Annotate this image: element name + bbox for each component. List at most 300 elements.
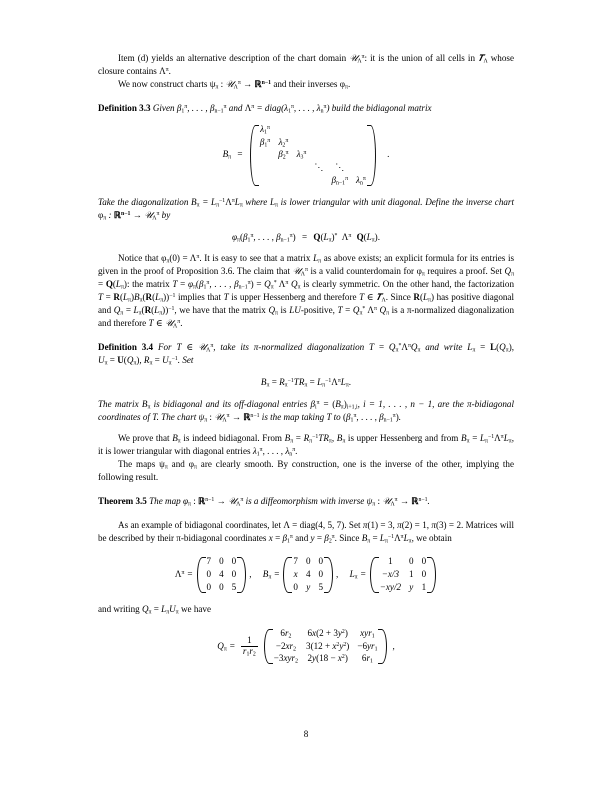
matrix-cell-ddots: ⋱ <box>314 162 324 172</box>
text-run: (0) = <box>169 253 190 264</box>
paragraph-example <box>98 519 514 545</box>
matrix-cell: $-6yr_1$ <box>357 640 378 653</box>
math-phi-pi: $\varphi_\pi$ <box>416 266 425 278</box>
matrix-cell: $6r_1$ <box>361 653 373 665</box>
math-B: B <box>260 376 267 387</box>
period: . <box>377 231 380 242</box>
text-run: = <box>272 532 283 543</box>
math-L: L <box>340 376 346 387</box>
math-beta-i-pi: $\beta_i^\pi$ <box>310 398 320 411</box>
math-T-in-T-Lambda: T ∈ 𝑻$_\Lambda$ <box>359 292 386 304</box>
math-lambda-1-pi: $\lambda_1^\pi$ <box>284 102 294 115</box>
theorem-3-5 <box>98 495 514 508</box>
matrix-cell: 0 <box>318 568 324 579</box>
definition-3-3-head: Definition 3.3 <box>98 102 151 113</box>
text-run: Notice that <box>118 253 162 264</box>
math-pi-2: π(2) <box>397 519 413 530</box>
document-body <box>98 52 514 674</box>
math-B-pi: $B_\pi$ <box>172 433 181 446</box>
matrix-Q-label <box>217 640 227 653</box>
math-B-pi: $B_\pi$ <box>191 196 200 209</box>
matrix-cell: 5 <box>318 581 324 592</box>
matrix-cell <box>293 162 311 175</box>
matrix-cell: 0 <box>206 568 212 579</box>
matrix-Q-group <box>217 628 395 666</box>
math-U-Lambda-pi: 𝒰$_\Lambda^\pi$ <box>349 53 365 65</box>
math-U-Lambda-pi: 𝒰$_\Lambda^\pi$ <box>144 209 160 222</box>
matrix-cell: −xy/2 <box>379 581 402 592</box>
matrix-cell: $3(12 + x^2y^2)$ <box>306 640 350 651</box>
text-run: For <box>157 341 177 352</box>
paragraph-writing-Q <box>98 603 514 616</box>
matrix-cell: 0 <box>231 556 237 567</box>
matrix-cell <box>310 136 327 149</box>
text-run: has positive diagonal and <box>98 292 514 316</box>
math-L-pi: $L_\pi$ <box>234 196 243 209</box>
text-run: is the map taking <box>259 411 327 422</box>
matrix-cell: 0 <box>219 581 224 592</box>
math-B-entry: $(B_\pi)_{i+1,i}$ <box>332 398 358 411</box>
matrix-trailing-punct: . <box>387 149 390 160</box>
text-run: = 2. Matrices will be described by their π-bidiagonal coordinates <box>98 519 514 543</box>
matrix-row <box>376 568 430 581</box>
matrix-cell: 4 <box>219 568 224 579</box>
text-run: Given <box>152 102 177 113</box>
matrix-L-grid <box>376 556 430 594</box>
math-T-Lambda: 𝑻$_\Lambda$ <box>478 53 488 65</box>
matrix-cell: 7 <box>293 556 298 567</box>
math-R: R <box>279 376 285 387</box>
matrix-Q-grid <box>270 628 382 666</box>
text-run: . <box>180 318 183 328</box>
text-run: to <box>331 411 343 422</box>
display-matrix-Q <box>98 628 514 666</box>
text-run: is upper Hessenberg and therefore <box>228 292 360 303</box>
equals-sign: = <box>360 569 366 580</box>
matrix-row <box>270 653 382 666</box>
text-run: . <box>347 78 351 89</box>
equation-B-pi <box>261 377 351 387</box>
paren-left <box>196 556 202 594</box>
math-L-sub: π <box>322 382 326 389</box>
math-Q-pi-equals: $Q_\pi = L_\pi(R(L_\pi))^{-1}$ <box>113 305 175 317</box>
math-beta-1-pi: $\beta_1^\pi$ <box>176 102 188 115</box>
math-y: y <box>310 532 315 543</box>
paragraph-construct-charts <box>98 78 514 91</box>
math-lambda-n-pi: $\lambda_n^\pi$ <box>316 102 327 115</box>
text-run: is <box>277 305 290 316</box>
matrix-cell <box>310 149 327 162</box>
math-Lambda-pi: $\Lambda^\pi$ <box>225 196 235 207</box>
math-pi-3: π(3) <box>431 519 447 530</box>
text-run: , <box>357 398 364 409</box>
paren-close: ) <box>292 231 296 242</box>
matrix-cell: 0 <box>231 568 237 579</box>
text-run: = diag(4, 5, 7). Set <box>289 519 363 530</box>
math-Lambda-sup: π <box>348 232 352 239</box>
label-sub: π <box>268 574 272 581</box>
text-run: The map <box>149 496 183 507</box>
math-i: i <box>363 398 366 409</box>
matrix-cell <box>327 149 352 162</box>
text-run: are clearly smooth. By construction, one is the inverse of the other, implying the following result. <box>98 459 514 483</box>
math-T: T <box>293 376 299 387</box>
text-run: and <box>226 102 245 113</box>
matrix-row <box>256 162 370 175</box>
text-run: . The chart <box>156 411 199 422</box>
text-run: implies that <box>175 292 224 303</box>
equals-sign: = <box>271 376 277 387</box>
paren-left <box>263 628 269 666</box>
text-run: . <box>427 496 430 507</box>
paragraph-bidiagonal-entries <box>98 398 514 424</box>
label-base: L <box>349 569 355 580</box>
math-Lambda-sup: π <box>337 377 341 384</box>
math-T: T <box>152 411 157 422</box>
text-run: is a diffeomorphism with inverse <box>243 496 367 507</box>
math-L-pi-def: $L_\pi = L(Q_\pi)$ <box>467 341 512 354</box>
matrix-cell: 0 <box>293 581 298 592</box>
matrix-cell: 1 <box>421 581 427 592</box>
text-run: and their inverses <box>271 78 340 89</box>
text-run: = diag( <box>254 102 285 113</box>
math-B-equals-R: $B_\pi = R_\pi^{-1}TR_\pi$ <box>284 433 332 446</box>
matrix-cell: −x/3 <box>381 568 399 579</box>
text-run: , it is lower triangular with diagonal entries <box>98 433 514 457</box>
math-phi-args: $\varphi_\pi(\beta_1^\pi$, . . . , $\beta_{n-1}^\pi$) <box>187 279 254 291</box>
math-T-diagonalization: $T = Q_\pi^*\Lambda^\pi Q_\pi$ <box>369 341 421 354</box>
text-run: . <box>295 446 298 457</box>
math-LU: LU <box>289 305 301 316</box>
matrix-cell: $\beta_1^\pi$ <box>259 136 271 149</box>
matrix-cell: $-2xr_2$ <box>275 640 296 653</box>
matrix-row <box>289 556 327 569</box>
matrix-row <box>203 556 241 569</box>
math-factorization: $T = R(L_\pi)B_\pi(R(L_\pi))^{-1}$ <box>98 292 176 304</box>
math-R-sup: −1 <box>287 377 294 384</box>
math-phi-pi: $\varphi_\pi$ <box>188 459 197 471</box>
paren-right <box>382 628 388 666</box>
matrix-cell: 0 <box>318 556 324 567</box>
text-run: , . . . , <box>187 102 210 113</box>
fraction-numerator: 1 <box>247 635 252 646</box>
equals-sign: = <box>229 641 235 652</box>
text-run: = <box>319 398 333 409</box>
math-L-pi: $L_\pi$ <box>269 196 278 209</box>
text-run: where <box>242 196 270 207</box>
text-run: = 3, <box>378 519 398 530</box>
matrix-row <box>376 581 430 594</box>
comma: , <box>249 569 252 580</box>
matrix-cell <box>327 136 352 149</box>
math-Q-equals-LU: $Q_\pi = L_\pi U_\pi$ <box>141 603 179 616</box>
matrix-cell: 0 <box>421 556 427 567</box>
math-pi-1: π(1) <box>362 519 379 530</box>
math-L: L <box>323 231 329 242</box>
matrix-B-label-sub: π <box>228 154 232 161</box>
matrix-row <box>256 136 370 149</box>
math-phi-pi: $\varphi_\pi$ <box>339 78 348 91</box>
matrix-cell: $6x(2 + 3y^2)$ <box>307 628 348 639</box>
matrix-cell <box>293 174 311 187</box>
text-run: . <box>168 65 171 76</box>
text-run: = <box>177 279 188 290</box>
text-run: is a π-normalized diagonalization and therefore <box>98 305 515 328</box>
text-run: = 1, . . . , n − 1, are the π-bidiagonal coordinates of <box>98 398 515 422</box>
text-run: , <box>511 341 514 352</box>
matrix-row <box>256 124 370 137</box>
math-beta-tuple: ($\beta_1^\pi$, . . . , $\beta_{n-1}^\pi$) <box>342 411 399 424</box>
text-run: -positive, <box>300 305 338 316</box>
equals-sign: = <box>301 231 308 242</box>
definition-3-3 <box>98 102 514 115</box>
display-example-matrices <box>98 556 514 594</box>
paren-right <box>241 556 247 594</box>
matrix-cell: 0 <box>219 556 224 567</box>
theorem-3-5-head: Theorem 3.5 <box>98 496 147 507</box>
text-run: = <box>98 279 106 290</box>
matrix-B-label <box>223 149 232 159</box>
fraction-1-over-r1r2 <box>241 636 258 656</box>
text-run: requires a proof. Set <box>424 266 505 277</box>
matrix-row <box>270 628 382 641</box>
paren-right <box>328 556 334 594</box>
math-R-of-L-pi: $R(L_\pi)$ <box>413 292 434 304</box>
math-psi-pi: $\psi_\pi$ <box>159 459 168 471</box>
text-run: , <box>139 354 144 365</box>
display-equation-B <box>98 376 514 389</box>
matrix-cell <box>310 124 327 137</box>
text-run: = <box>314 532 325 543</box>
math-Q-pi: $Q_\pi$ <box>268 305 278 317</box>
math-Lambda: Λ <box>283 519 290 530</box>
matrix-row <box>289 568 327 581</box>
text-run: we have <box>178 603 211 614</box>
text-run: = <box>253 279 265 290</box>
matrix-row <box>203 581 241 594</box>
text-run: As an example of bidiagonal coordinates, let <box>118 519 284 530</box>
text-run: . Set <box>177 354 194 365</box>
page-number: 8 <box>303 729 309 739</box>
text-run: : the matrix <box>126 279 173 290</box>
text-run: . Since <box>385 292 414 303</box>
matrix-cell <box>293 124 311 137</box>
matrix-cell <box>327 124 352 137</box>
matrix-cell: 1 <box>388 556 393 567</box>
text-run: . It is easy to see that a matrix <box>199 253 314 264</box>
text-run: is lower triangular with unit diagonal. Define the inverse chart <box>277 196 514 207</box>
math-T-in-U: T ∈ 𝒰$_\Lambda^\pi$ <box>148 318 181 330</box>
matrix-B-label <box>263 568 272 581</box>
math-U-pi-def: $U_\pi = U(Q_\pi)$ <box>98 354 140 367</box>
matrix-cell: $\beta_{n-1}^\pi$ <box>331 174 349 187</box>
math-T-equals-Q-Lambda-Q: $T = Q_\pi^*$ $\Lambda^\pi$ $Q_\pi$ <box>337 305 389 317</box>
text-run: is a valid counterdomain for <box>307 266 417 277</box>
paragraph-item-d <box>98 52 514 78</box>
matrix-cell: $6r_2$ <box>280 628 292 640</box>
math-B-pi: $B_\pi$ <box>336 433 346 446</box>
matrix-cell: 5 <box>231 581 237 592</box>
matrix-cell: 1 <box>409 568 414 579</box>
equation-phi: $\varphi_\pi(\beta_1^\pi$, . . . , $\beta_{n-1}^\pi) = Q(L_\pi)^*$ $\Lambda^\pi$ $Q(L_\pi)$. <box>232 231 380 244</box>
matrix-Lambda-grid <box>203 556 241 594</box>
matrix-cell: xyr$_1$ <box>360 628 375 640</box>
math-lambda-list: $\lambda_1^\pi$, . . . , $\lambda_n^\pi$ <box>252 446 296 458</box>
text-run: . <box>398 411 401 422</box>
text-run: is indeed bidiagonal. From <box>180 433 285 444</box>
matrix-cell: $\lambda_2^\pi$ <box>278 136 289 149</box>
math-T: T <box>326 411 332 422</box>
math-Lambda-pi: $\Lambda^\pi$ <box>189 253 200 264</box>
math-Q-of-L-pi: $Q(L_\pi)$ <box>105 279 127 291</box>
math-L: L <box>366 231 372 242</box>
math-phi-map: $\varphi_\pi$ : ℝ$^{n-1}$ → 𝒰$_\Lambda^\pi$ <box>182 496 244 508</box>
matrix-B-pi <box>249 124 377 187</box>
math-T: T <box>223 292 229 303</box>
math-R-sub: π <box>304 382 308 389</box>
math-psi-chart: $\psi_\pi$ : 𝒰$_\Lambda^\pi$ → ℝ$^{n-1}$ <box>198 411 260 424</box>
math-R: R <box>298 376 305 387</box>
matrix-row <box>289 581 327 594</box>
equals-sign: = <box>309 376 315 387</box>
math-B-equals-L: $B_\pi = L_\pi^{-1}\Lambda^\pi L_\pi$ <box>461 433 512 446</box>
text-run: : <box>218 78 226 89</box>
label-base: B <box>262 569 269 580</box>
math-beta-1-pi: $\beta_1^\pi$ <box>282 532 293 545</box>
paren-left <box>369 556 375 594</box>
matrix-B-example-grid <box>289 556 327 594</box>
text-run: = 1, <box>412 519 432 530</box>
matrix-cell <box>274 162 292 175</box>
matrix-B-label-base: B <box>222 149 229 160</box>
text-run: : <box>106 209 114 220</box>
math-phi-pi: $\varphi_\pi$ <box>161 253 170 266</box>
matrix-cell: 7 <box>206 556 212 567</box>
label-sub: π <box>223 646 227 653</box>
math-psi-pi: $\psi_\pi$ <box>209 78 219 91</box>
math-Q-star-Lambda-Q: $Q_\pi^*$ $\Lambda^\pi$ $Q_\pi$ <box>264 279 301 291</box>
matrix-row <box>203 568 241 581</box>
matrix-cell: 0 <box>305 556 311 567</box>
math-L-sup: −1 <box>325 377 332 384</box>
matrix-L-label <box>350 568 358 581</box>
equals-sign: = <box>237 149 243 160</box>
math-R-pi-def: $R_\pi = U_\pi^{-1}$ <box>143 354 178 367</box>
math-L: L <box>317 376 323 387</box>
math-x: x <box>268 532 273 543</box>
math-beta-n-1-pi: $\beta_{n-1}^\pi$ <box>209 102 227 115</box>
equals-sign: = <box>274 569 280 580</box>
text-run: and writing <box>98 603 142 614</box>
math-R-n-minus-1: ℝ$^{n-1}$ <box>254 78 272 89</box>
text-run: : it is the union of all cells in <box>364 53 479 63</box>
matrix-cell <box>293 136 311 149</box>
display-matrix-B-pi <box>98 124 514 187</box>
math-Lambda: Λ <box>331 376 338 387</box>
math-L-pi: $L_\pi$ <box>313 253 322 266</box>
paragraph-maps-smooth <box>98 458 514 484</box>
math-B-equals-L: $B_\pi = L_\pi^{-1}\Lambda^\pi L_\pi$ <box>361 532 412 545</box>
math-B-pi: $B_\pi$ <box>141 398 151 411</box>
paragraph-notice <box>98 252 514 329</box>
math-T: T <box>172 279 178 290</box>
matrix-cell: $\lambda_n^\pi$ <box>356 174 366 187</box>
text-run: → <box>130 209 145 220</box>
paren-left <box>282 556 288 594</box>
math-Q-bold: Q <box>356 231 364 242</box>
text-run: The matrix <box>98 398 142 409</box>
math-Lambda-pi: $\Lambda^\pi$ <box>159 65 169 76</box>
matrix-cell: y <box>306 581 311 592</box>
comma: , <box>336 569 339 580</box>
definition-3-4-head: Definition 3.4 <box>98 341 154 352</box>
math-phi-pi: $\varphi_\pi$ <box>98 209 107 222</box>
matrix-cell: $\lambda_1^\pi$ <box>260 124 270 136</box>
paragraph-we-prove <box>98 432 514 458</box>
paren-right <box>371 124 377 187</box>
math-T-in-U: T ∈ 𝒰$_\Lambda^\pi$ <box>176 341 214 354</box>
text-run: , take its π-normalized diagonalization <box>213 341 370 352</box>
text-run: as above exists; an explicit formula for its entries is given in the proof of Proposition 3.6. The claim that <box>98 253 515 277</box>
text-run: is upper Hessenberg and from <box>345 433 462 444</box>
math-psi-map: $\psi_\pi$ : 𝒰$_\Lambda^\pi$ → ℝ$^{n-1}$ <box>366 496 428 508</box>
paren-right <box>431 556 437 594</box>
matrix-row <box>270 640 382 653</box>
text-run: The maps <box>118 459 160 470</box>
text-run: = <box>199 196 212 207</box>
text-run: , <box>331 433 337 444</box>
label-sup: π <box>181 570 185 577</box>
math-L-sub: π <box>345 382 349 389</box>
matrix-cell: x <box>293 568 298 579</box>
comma-run: , . . . , <box>253 231 277 242</box>
matrix-row <box>376 556 430 569</box>
star-sup: * <box>334 232 338 239</box>
matrix-cell: $\lambda_3^\pi$ <box>296 149 307 161</box>
matrix-Lambda-label: $\Lambda^\pi$ <box>174 569 185 580</box>
example-matrix-L-group <box>350 556 438 594</box>
text-run: We now construct charts <box>118 78 210 89</box>
label-base: Q <box>217 641 224 652</box>
math-beta-2-pi: $\beta_2^\pi$ <box>324 532 335 545</box>
matrix-B-grid <box>256 124 370 187</box>
math-L-pi-inv: $L_\pi^{-1}$ <box>211 196 226 209</box>
math-L-sub: π <box>328 237 332 244</box>
matrix-cell: 4 <box>305 568 311 579</box>
period: . <box>348 376 352 387</box>
matrix-cell: 0 <box>206 581 212 592</box>
matrix-cell: 0 <box>409 556 414 567</box>
matrix-cell-ddots: ⋱ <box>335 162 345 172</box>
math-Q-bold: Q <box>313 231 321 242</box>
text-run: , . . . , <box>293 102 317 113</box>
text-run: , we obtain <box>411 532 452 543</box>
matrix-cell <box>310 174 327 187</box>
text-run: is clearly symmetric. On the other hand, the factorization <box>300 279 515 290</box>
comma: , <box>392 641 395 652</box>
math-U-Lambda-pi: 𝒰$_\Lambda^\pi$ <box>225 78 241 91</box>
text-run: whose closure contains <box>98 53 514 76</box>
matrix-cell: −3xyr$_2$ <box>273 653 299 665</box>
text-run: and write <box>420 341 468 352</box>
math-R-sub: π <box>284 382 288 389</box>
text-run: by <box>159 209 171 220</box>
matrix-cell <box>274 174 292 187</box>
fraction-denominator: $r_1r_2$ <box>242 646 256 658</box>
text-run: and <box>167 459 189 470</box>
paren-left <box>249 124 255 187</box>
definition-3-4 <box>98 341 514 367</box>
